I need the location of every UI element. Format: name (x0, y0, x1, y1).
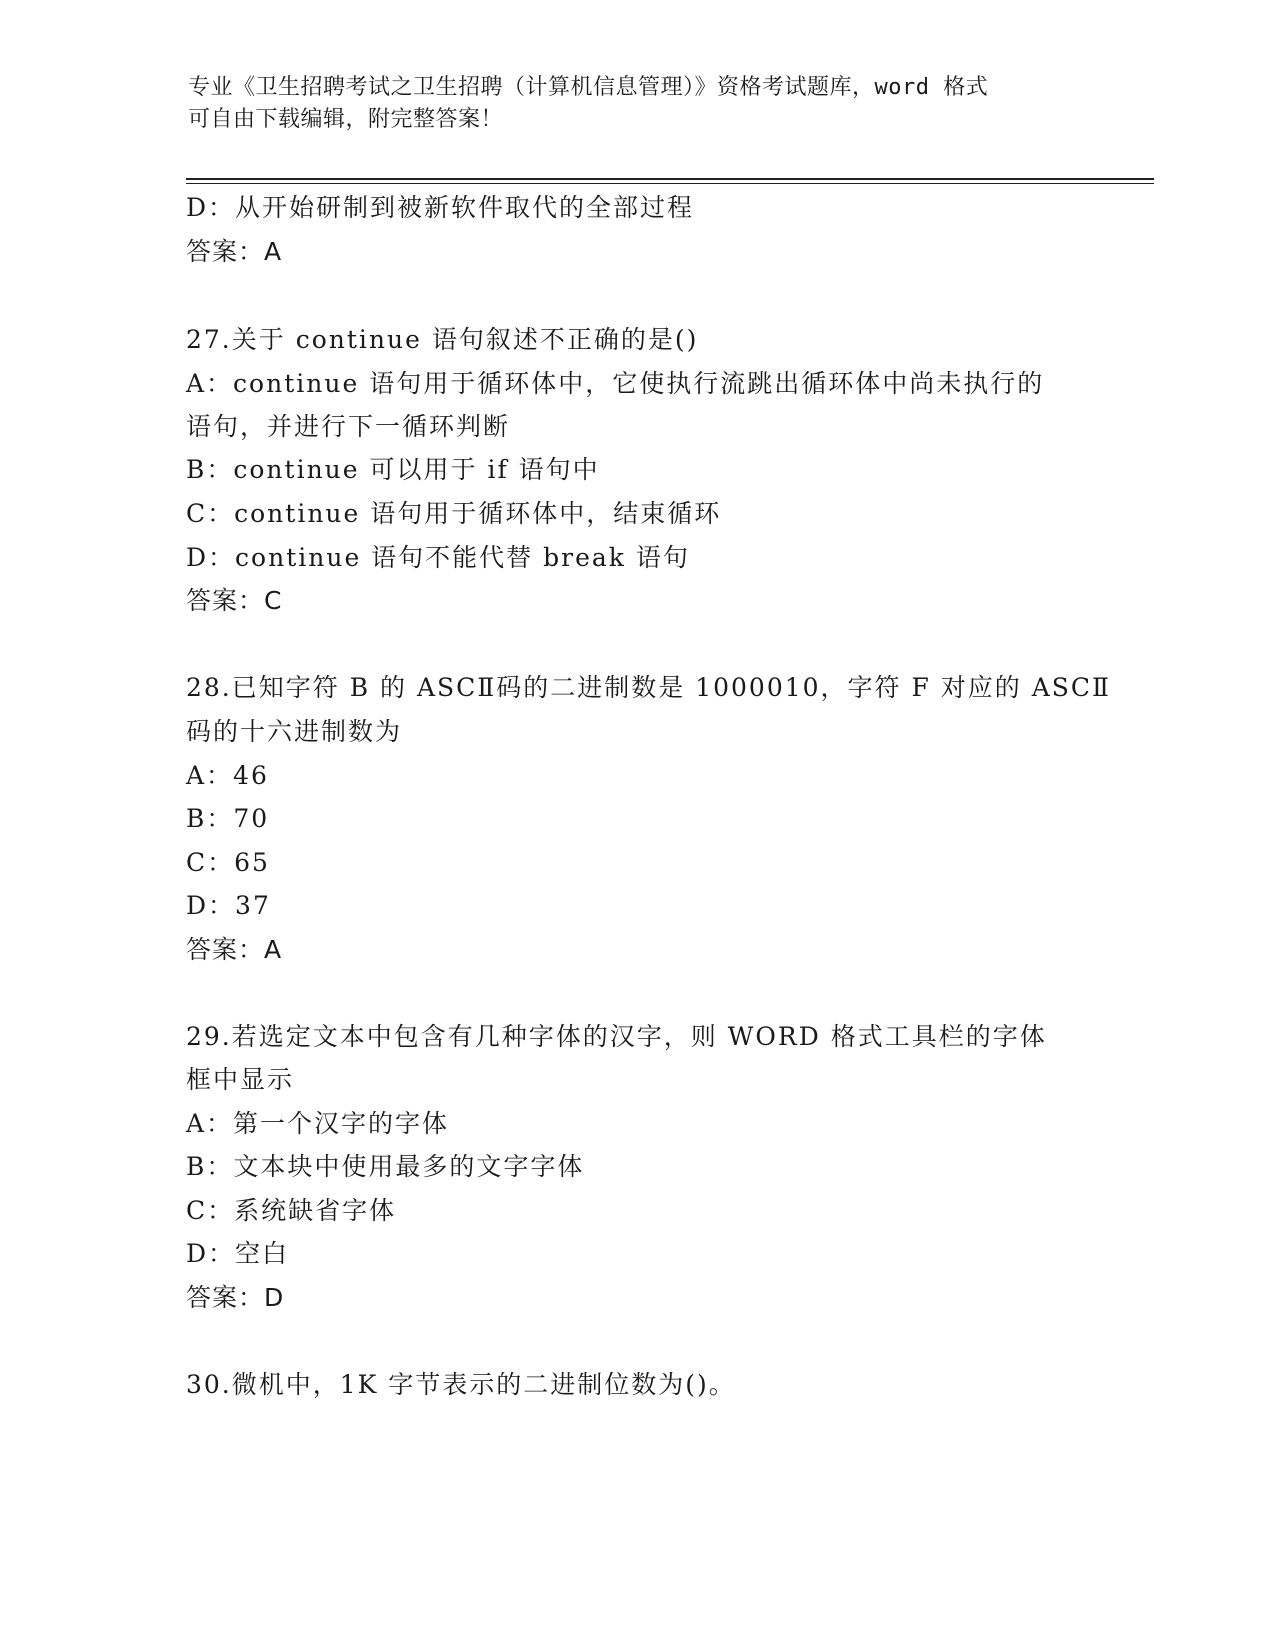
q28-option-d: D：37 (186, 891, 271, 920)
q27-option-b: B：continue 可以用于 if 语句中 (186, 455, 600, 484)
header-divider-thick (186, 178, 1154, 180)
q27-option-d: D：continue 语句不能代替 break 语句 (186, 543, 690, 572)
q28-option-b: B：70 (186, 804, 270, 833)
prev-answer: 答案：A (186, 237, 283, 266)
q27-stem: 27.关于 continue 语句叙述不正确的是() (186, 325, 699, 354)
header-divider-thin (186, 183, 1154, 184)
q29-option-b: B：文本块中使用最多的文字字体 (186, 1152, 585, 1181)
q29-stem-line1: 29.若选定文本中包含有几种字体的汉字，则 WORD 格式工具栏的字体 (186, 1022, 1047, 1051)
q27-option-a-line2: 语句，并进行下一循环判断 (186, 412, 511, 441)
q29-option-c: C：系统缺省字体 (186, 1196, 397, 1225)
q27-answer: 答案：C (186, 586, 283, 615)
q28-option-c: C：65 (186, 848, 270, 877)
prev-option-d: D：从开始研制到被新软件取代的全部过程 (186, 193, 695, 222)
q27-option-a-line1: A：continue 语句用于循环体中，它使执行流跳出循环体中尚未执行的 (186, 369, 1045, 398)
q28-stem-line2: 码的十六进制数为 (186, 717, 403, 746)
q27-option-c: C：continue 语句用于循环体中，结束循环 (186, 499, 722, 528)
q29-answer: 答案：D (186, 1283, 285, 1312)
q28-stem-line1: 28.已知字符 B 的 ASCⅡ码的二进制数是 1000010，字符 F 对应的 ASCⅡ (186, 673, 1112, 702)
document-header (188, 72, 1068, 136)
q28-option-a: A：46 (186, 761, 269, 790)
q29-option-a: A：第一个汉字的字体 (186, 1109, 450, 1138)
header-line-2: 可自由下载编辑，附完整答案！ (188, 107, 504, 132)
q29-stem-line2: 框中显示 (186, 1065, 295, 1094)
q29-option-d: D：空白 (186, 1239, 290, 1268)
q28-answer: 答案：A (186, 935, 283, 964)
q30-stem: 30.微机中，1K 字节表示的二进制位数为()。 (186, 1370, 736, 1399)
header-line-1: 专业《卫生招聘考试之卫生招聘（计算机信息管理）》资格考试题库，word 格式 (188, 75, 989, 100)
